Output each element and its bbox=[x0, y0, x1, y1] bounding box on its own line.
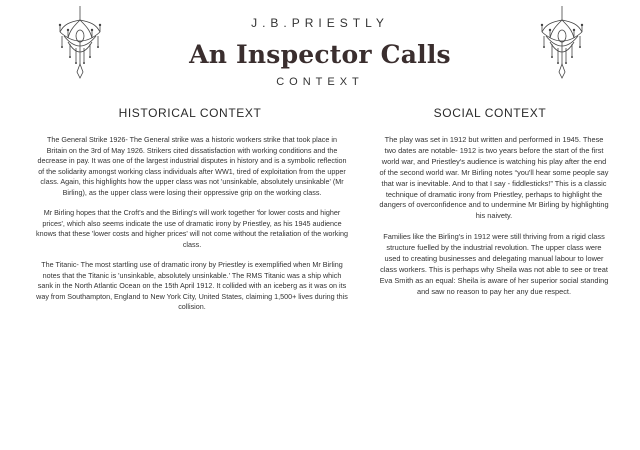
historical-context-column bbox=[36, 135, 348, 323]
header bbox=[0, 0, 640, 100]
page-subtitle: CONTEXT bbox=[276, 76, 364, 88]
social-paragraph-setting: The play was set in 1912 but written and performed in 1945. These two dates are notable- 1912 is two years before the start of the first world war, and Priestley's audience is watching his play after the end of the second world war. Mr Birling notes “you'll hear some people say that war is inevitable. And to that I say - fiddlesticks!” This is a classic technique of dramatic irony from Priestley, perhaps to highlight the dangers of overconfidence and to undermine Mr Birling by highlighting his naivety. bbox=[379, 135, 609, 221]
social-paragraph-class-structure: Families like the Birling's in 1912 were still thriving from a rigid class structure fuelled by the industrial revolution. The upper class were used to creating businesses and delegating manual labour to lower class workers. This is perhaps why Sheila was not able to see or treat Eva Smith as an equal: Sheila is aware of her superior social standing and saw no reason to pay her any due respect. bbox=[379, 232, 609, 296]
historical-context-heading: HISTORICAL CONTEXT bbox=[118, 106, 262, 120]
historical-paragraph-general-strike: The General Strike 1926- The General strike was a historic workers strike that took place in Britain on the 3rd of May 1926. Strikers cited dissatisfaction with working conditions and the decrease in pay. It was one of the largest industrial disputes in history and is a symbolic reflection of the solidarity amongst working class individuals after WW1, tired of exploitation from the upper class. Again, this highlights how the upper class was not 'unsinkable, absolutely unsinkable' (Mr Birling), as the upper class were losing their oppressive grip on the working class. bbox=[37, 135, 347, 197]
author-name: J.B.PRIESTLY bbox=[251, 16, 389, 30]
social-context-column bbox=[378, 135, 610, 308]
social-context-heading: SOCIAL CONTEXT bbox=[433, 106, 547, 120]
historical-paragraph-dramatic-irony: Mr Birling hopes that the Croft's and the Birling's will work together 'for lower costs and higher prices', which also seems indicate the use of dramatic irony by Priestley, as his 1945 audience knows that these 'lower costs and higher prices' will not come without the retaliation of the working class. bbox=[36, 208, 348, 249]
page-title: An Inspector Calls bbox=[189, 40, 451, 69]
historical-paragraph-titanic: The Titanic- The most startling use of dramatic irony by Priestley is exemplified when Mr Birling notes that the Titanic is 'unsinkable, absolutely unsinkable.' The RMS Titanic was a ship which sank in the North Atlantic Ocean on the 15th April 1912. It collided with an iceberg as it was on its way from Southampton, England to New York City, United States, claiming 1,500+ lives during this collision. bbox=[36, 260, 348, 311]
